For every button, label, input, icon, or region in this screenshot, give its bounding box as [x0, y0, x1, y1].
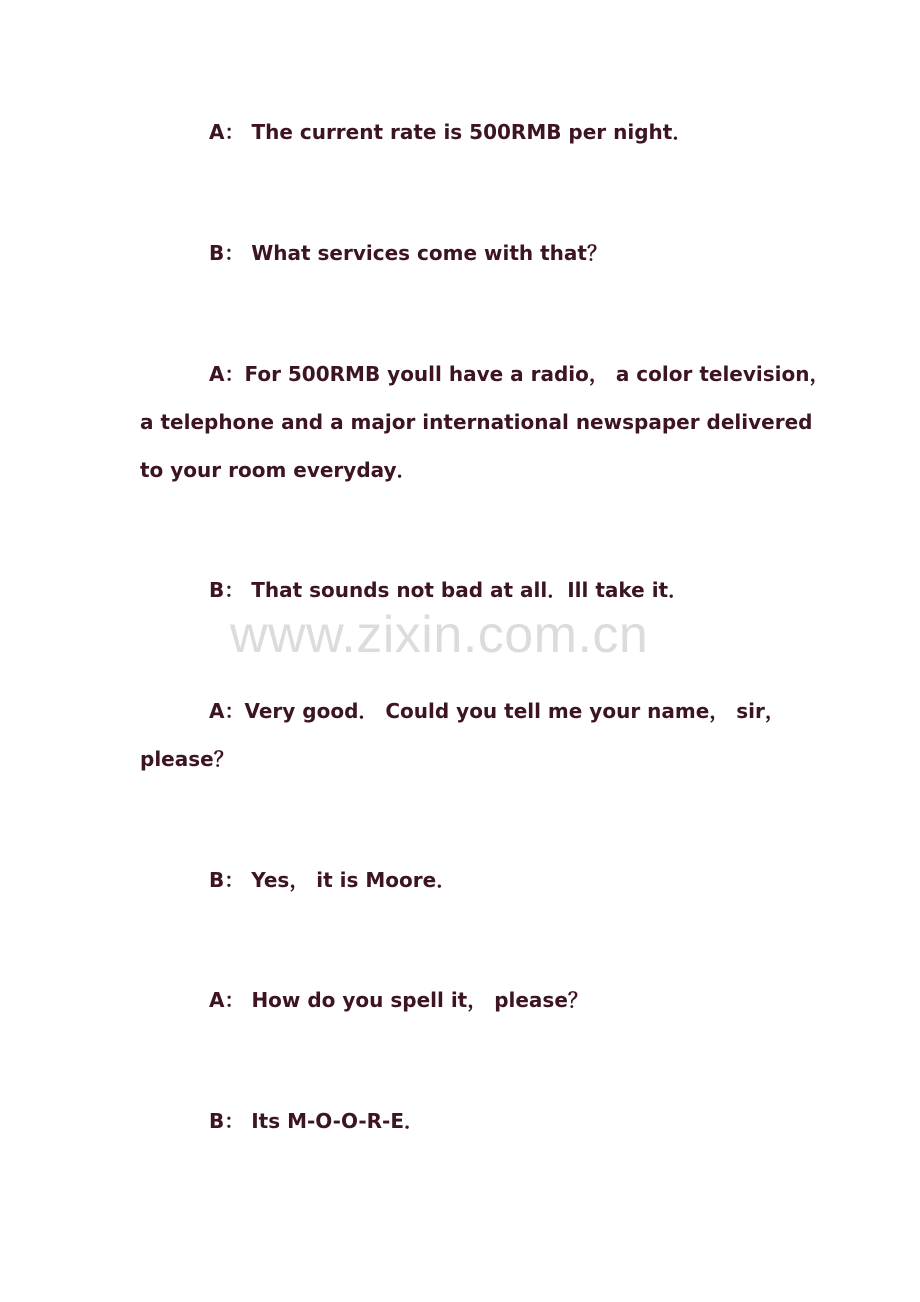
dialogue-line-b-services: B： What services come with that？ — [209, 241, 607, 265]
dialogue-line-a-name-1: A：Very good． Could you tell me your name， sir， — [209, 699, 785, 723]
dialogue-line-a-spell: A： How do you spell it， please？ — [209, 988, 588, 1012]
dialogue-line-a-rate: A： The current rate is 500RMB per night． — [209, 120, 693, 144]
watermark-text: www.zixin.com.cn — [230, 606, 649, 664]
dialogue-line-b-spelling: B： Its M-O-O-R-E． — [209, 1109, 424, 1133]
dialogue-line-a-services-2: a telephone and a major international newspaper delivered — [140, 410, 813, 434]
dialogue-line-b-moore: B： Yes， it is Moore． — [209, 868, 457, 892]
dialogue-line-b-take-it: B： That sounds not bad at all．Ill take it． — [209, 578, 689, 602]
dialogue-line-a-services-3: to your room everyday． — [140, 458, 417, 482]
dialogue-line-a-services-1: A：For 500RMB youll have a radio， a color television， — [209, 362, 830, 386]
dialogue-line-a-name-2: please？ — [140, 747, 234, 771]
